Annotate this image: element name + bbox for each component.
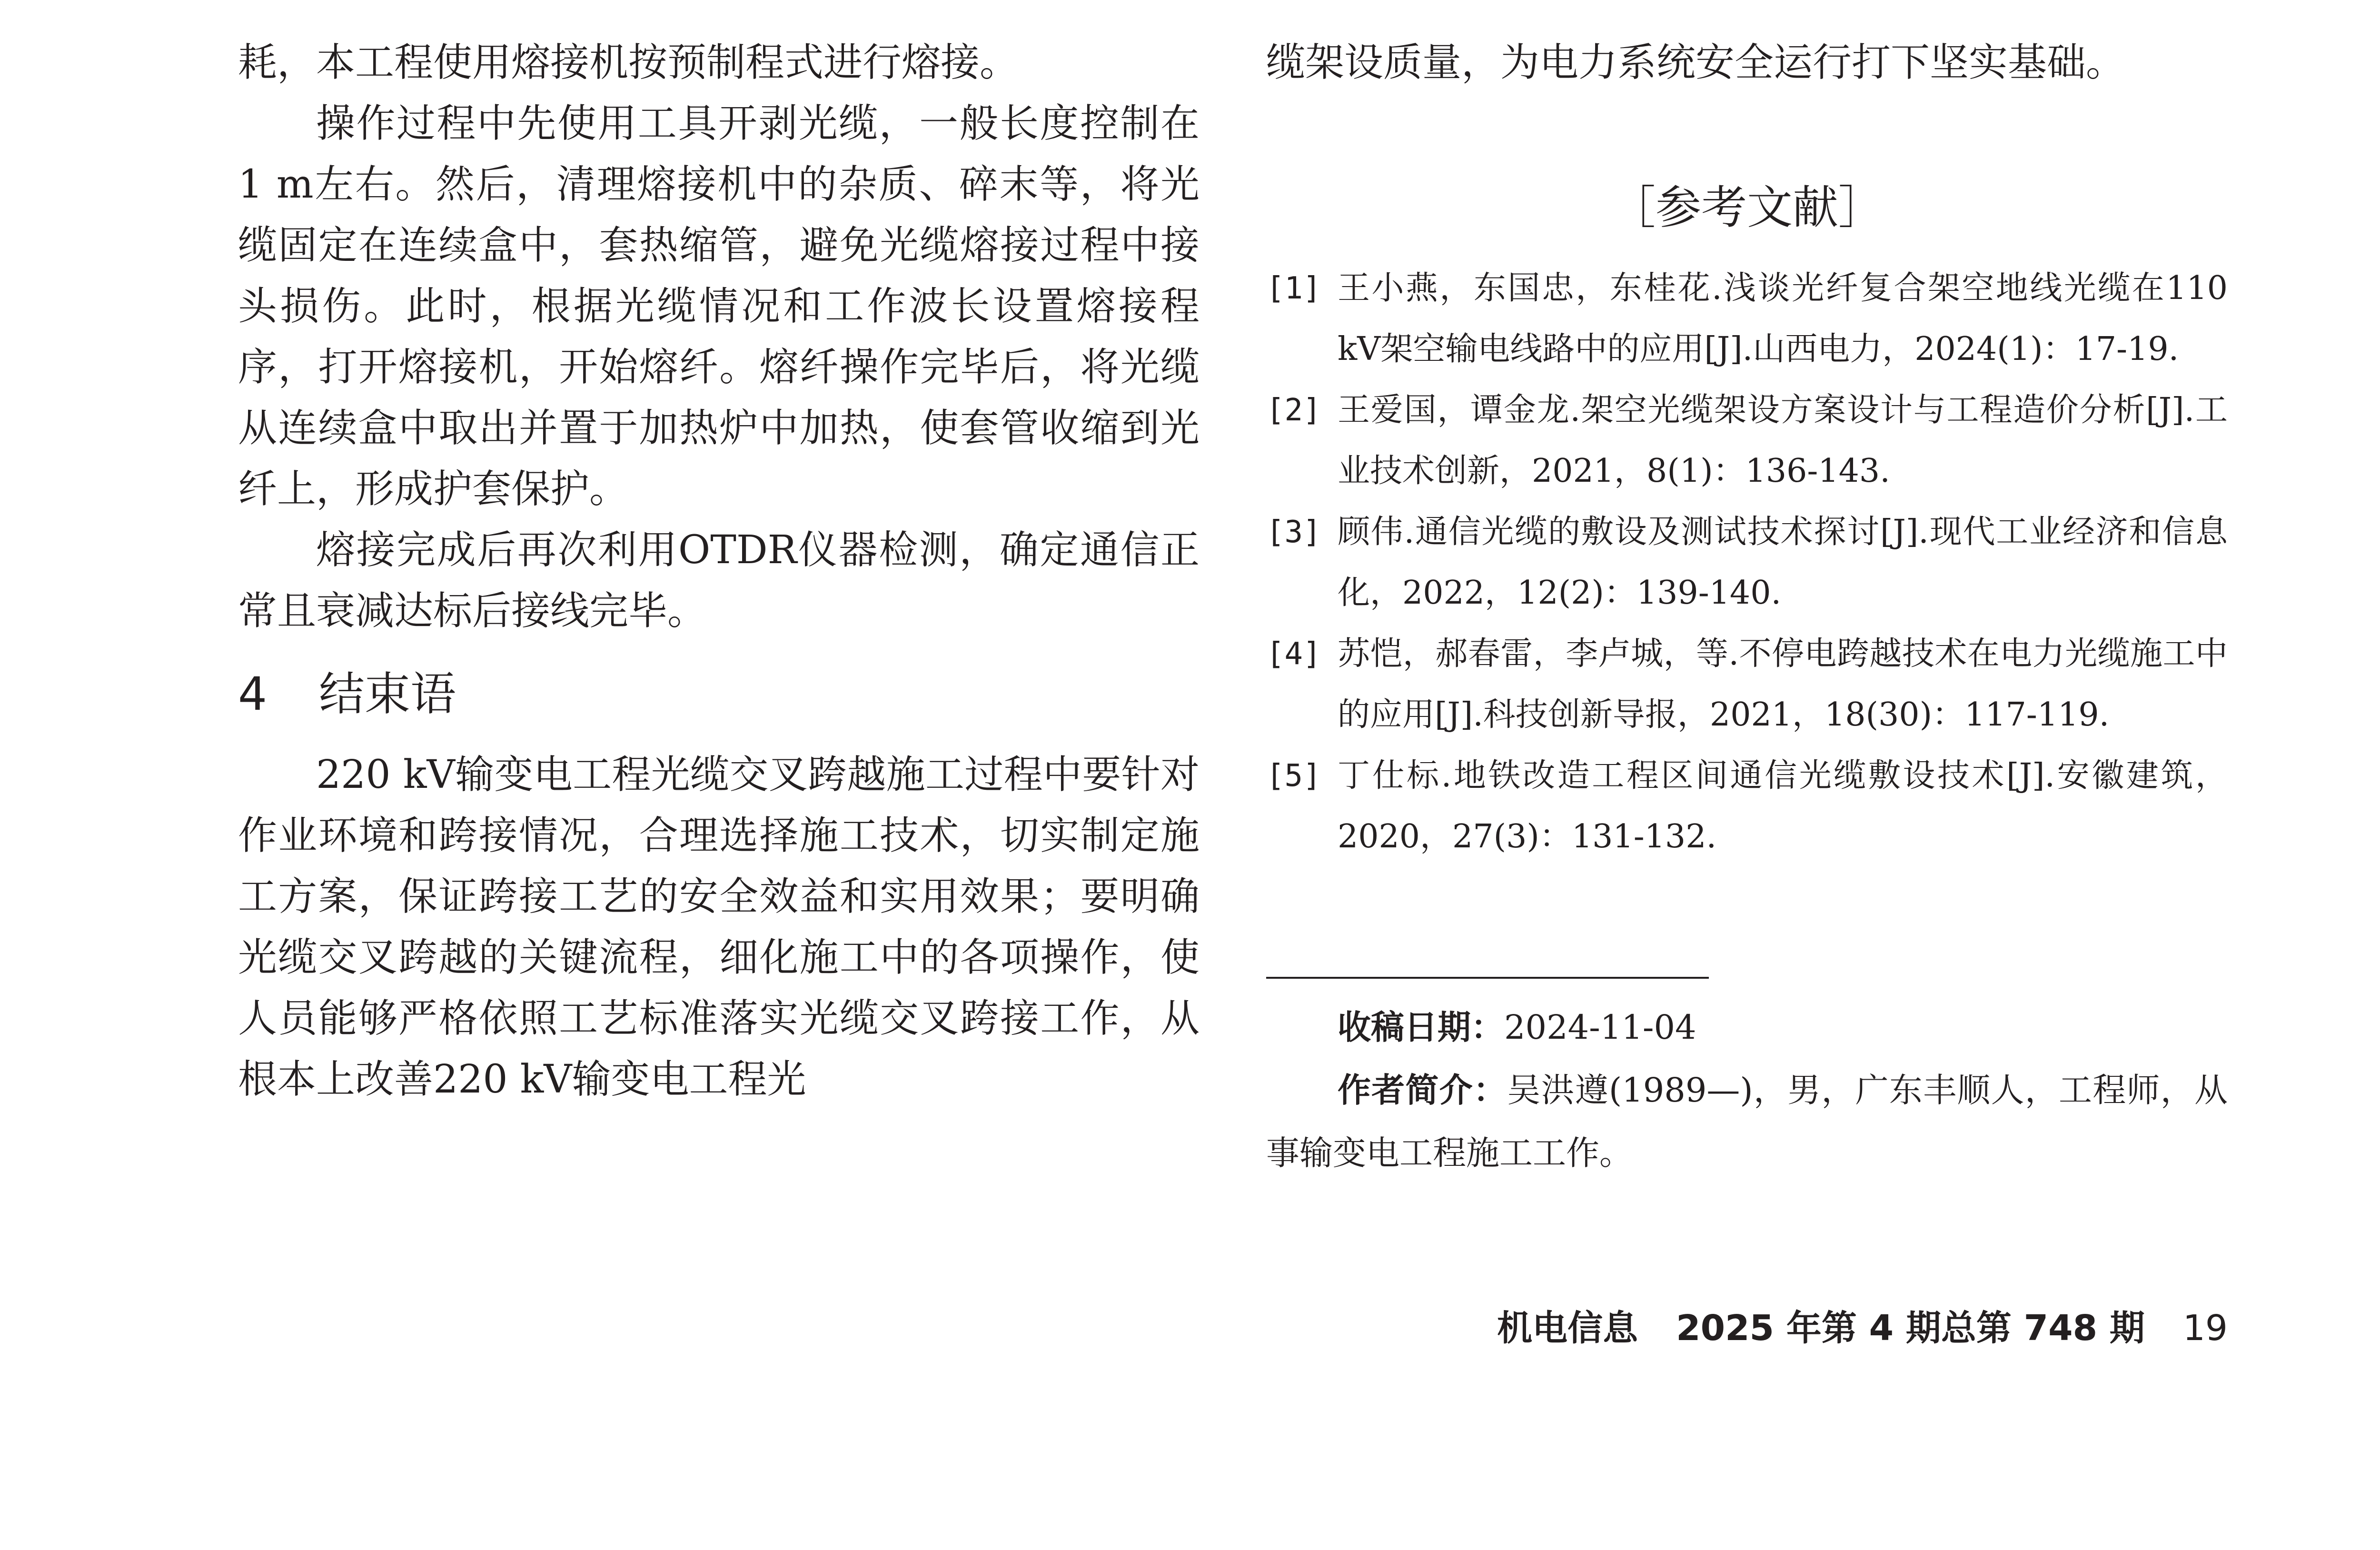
journal-name: 机电信息 (1497, 1308, 1638, 1349)
author-bio-value: 吴洪遵(1989—)，男，广东丰顺人，工程师，从事输变电工程施工工作。 (1266, 1071, 2228, 1172)
reference-item (1266, 502, 2228, 624)
references-title: ［参考文献］ (1610, 181, 1884, 234)
section-heading (238, 661, 1200, 727)
reference-text: 王小燕，东国忠，东桂花.浅谈光纤复合架空地线光缆在110 kV架空输电线路中的应用[J].山西电力，2024(1)：17-19. (1338, 269, 2228, 368)
reference-text: 丁仕标.地铁改造工程区间通信光缆敷设技术[J].安徽建筑，2020，27(3)：131-132. (1338, 757, 2228, 855)
author-bio (1266, 1059, 2228, 1184)
received-date (1266, 996, 2228, 1059)
body-paragraph: 缆架设质量，为电力系统安全运行打下坚实基础。 (1266, 40, 2125, 85)
reference-text: 王爱国，谭金龙.架空光缆架设方案设计与工程造价分析[J].工业技术创新，2021，8(1)：136-143. (1338, 391, 2228, 490)
body-paragraph: 220 kV输变电工程光缆交叉跨越施工过程中要针对作业环境和跨接情况，合理选择施工技术，切实制定施工方案，保证跨接工艺的安全效益和实用效果；要明确光缆交叉跨越的关键流程，细化施工中的各项操作，使人员能够严格依照工艺标准落实光缆交叉跨接工作，从根本上改善220 kV输变电工程光 (238, 752, 1200, 1102)
author-bio-label: 作者简介： (1338, 1071, 1507, 1110)
received-date-label: 收稿日期： (1338, 1008, 1504, 1047)
section-number: 4 (238, 667, 268, 721)
section-title: 结束语 (319, 667, 456, 721)
reference-number: [3] (1266, 515, 1321, 550)
reference-number: [1] (1266, 271, 1321, 306)
left-column (238, 32, 1200, 1110)
reference-number: [2] (1266, 393, 1321, 428)
page-footer (1497, 1302, 2228, 1354)
right-column (1266, 32, 2228, 1184)
reference-item (1266, 745, 2228, 867)
reference-number: [5] (1266, 758, 1321, 794)
reference-number: [4] (1266, 636, 1321, 672)
reference-text: 苏恺，郝春雷，李卢城，等.不停电跨越技术在电力光缆施工中的应用[J].科技创新导报，2021，18(30)：117-119. (1338, 635, 2228, 734)
body-paragraph: 操作过程中先使用工具开剥光缆，一般长度控制在1 m左右。然后，清理熔接机中的杂质、碎末等，将光缆固定在连续盒中，套热缩管，避免光缆熔接过程中接头损伤。此时，根据光缆情况和工作波长设置熔接程序，打开熔接机，开始熔纤。熔纤操作完毕后，将光缆从连续盒中取出并置于加热炉中加热，使套管收缩到光纤上，形成护套保护。 (238, 101, 1200, 512)
received-date-value: 2024-11-04 (1504, 1008, 1696, 1047)
body-paragraph: 熔接完成后再次利用OTDR仪器检测，确定通信正常且衰减达标后接线完毕。 (238, 527, 1200, 634)
reference-item (1266, 380, 2228, 502)
footnote-divider (1266, 977, 1709, 979)
reference-item (1266, 624, 2228, 745)
issue-info: 2025 年第 4 期总第 748 期 (1676, 1308, 2145, 1349)
page-number: 19 (2182, 1308, 2228, 1349)
reference-text: 顾伟.通信光缆的敷设及测试技术探讨[J].现代工业经济和信息化，2022，12(2)：139-140. (1338, 513, 2228, 612)
reference-item (1266, 258, 2228, 380)
body-paragraph: 耗，本工程使用熔接机按预制程式进行熔接。 (238, 40, 1019, 85)
